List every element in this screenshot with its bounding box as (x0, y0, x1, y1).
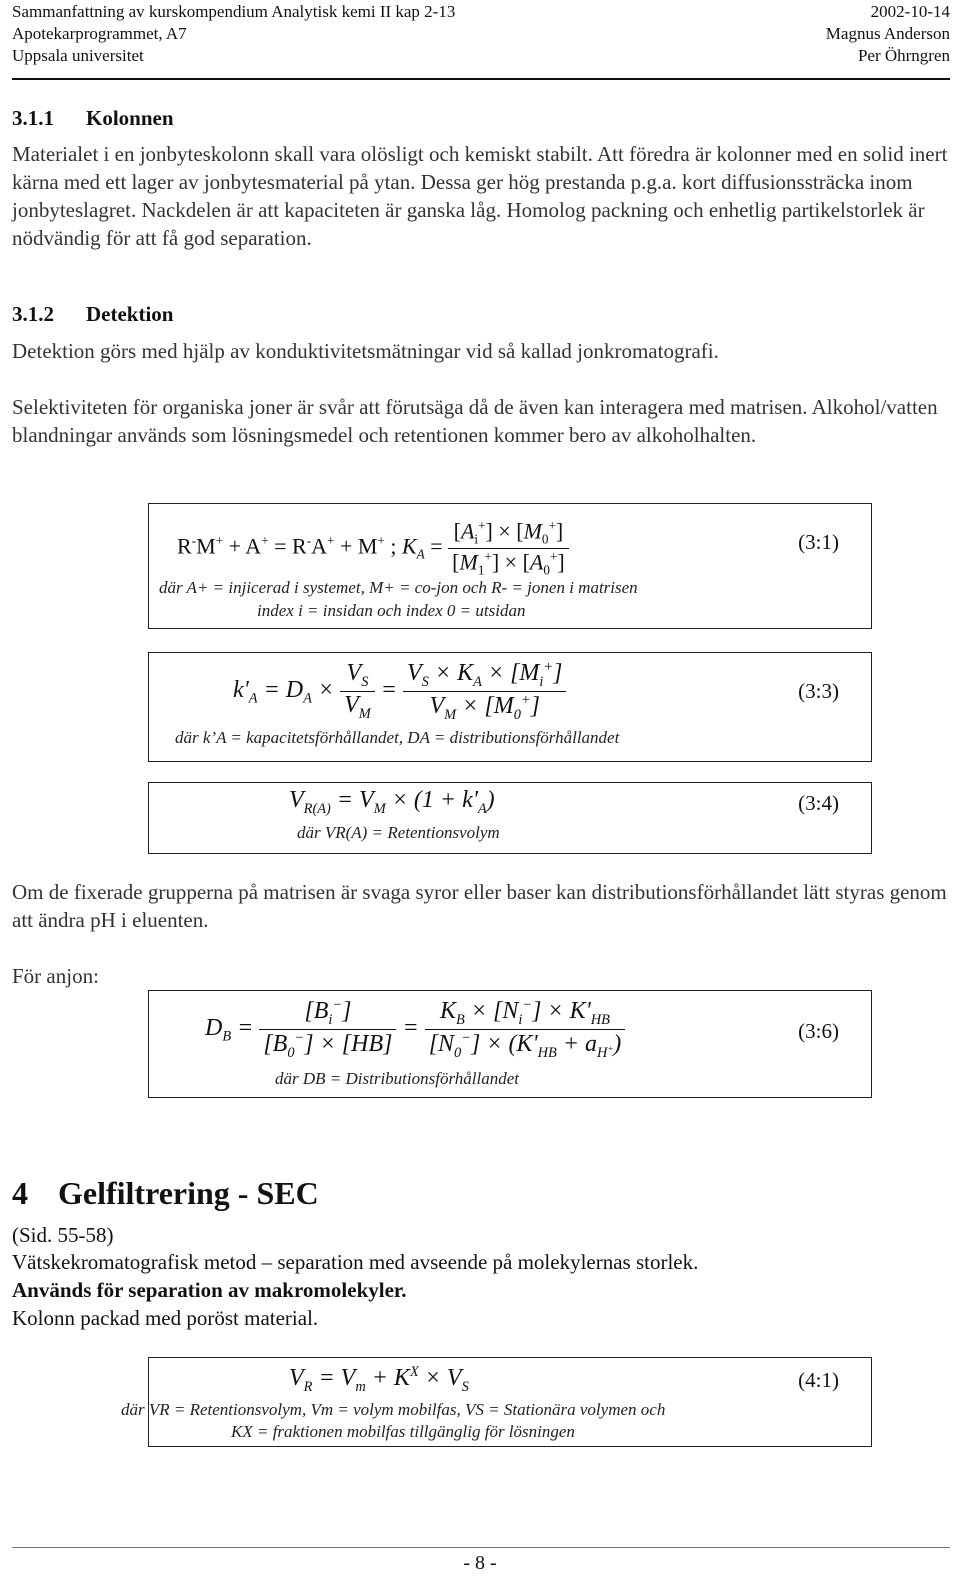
equation-box-36 (148, 990, 872, 1098)
equation-number-41: (4:1) (798, 1368, 839, 1392)
anion-label: För anjon: (12, 964, 99, 988)
footer-rule (12, 1547, 950, 1548)
equation-number-36: (3:6) (798, 1019, 839, 1043)
section-312-p1: Detektion görs med hjälp av konduktivitetsmätningar vid så kallad jonkromatografi. (12, 339, 719, 363)
equation-31-note-2: index i = insidan och index 0 = utsidan (257, 601, 526, 620)
section-heading-311: 3.1.1 Kolonnen (12, 106, 174, 130)
equation-31-note-1: där A+ = injicerad i systemet, M+ = co-jon och R- = jonen i matrisen (159, 578, 638, 597)
equation-number-31: (3:1) (798, 530, 839, 554)
section-heading-312: 3.1.2 Detektion (12, 302, 174, 326)
equation-31: R-M+ + A+ = R-A+ + M+ ; $K_A$ = $\frac{[A_i^+] \times [M_0^+]}{[M_1^+] \times [A_0^+]}$ (177, 518, 569, 578)
equation-box-31 (148, 503, 872, 629)
section-4-pages: (Sid. 55-58) (12, 1223, 114, 1247)
equation-number-33: (3:3) (798, 679, 839, 703)
header-rule (12, 78, 950, 80)
header-university: Uppsala universitet (12, 46, 144, 65)
section-312-p2: Selektiviteten för organiska joner är svår att förutsäga då de även kan interagera med matrisen. Alkohol/vatten blandningar används som lösningsmedel och retentionen kommer bero av alkoholhalten. (12, 395, 938, 447)
header-course: Sammanfattning av kurskompendium Analytisk kemi II kap 2-13 (12, 2, 456, 21)
equation-box-33 (148, 652, 872, 762)
section-4-line-3: Används för separation av makromolekyler. (12, 1278, 407, 1302)
equation-41-note-1: där VR = Retentionsvolym, Vm = volym mobilfas, VS = Stationära volymen och (121, 1400, 666, 1419)
equation-33-note: där k’A = kapacitetsförhållandet, DA = distributionsförhållandet (175, 728, 620, 747)
equation-41-note-2: KX = fraktionen mobilfas tillgänglig för lösningen (231, 1422, 575, 1441)
equation-36: $D_B$ = $\frac{[B_i^-]}{[B_0^-] \times [HB]}$ = $\frac{K_B \times [N_i^-] \times K'_{HB}}{[N_0^-] \times (K'_{HB} + a_{H^+})}$ (205, 997, 625, 1062)
header-program: Apotekarprogrammet, A7 (12, 24, 187, 43)
equation-box-34 (148, 782, 872, 854)
section-4-line-2: Vätskekromatografisk metod – separation med avseende på molekylernas storlek. (12, 1250, 699, 1274)
equation-34: $V_{R(A)} = V_M \times (1 + k'_A)$ (289, 787, 495, 817)
paragraph-fixed-groups: Om de fixerade grupperna på matrisen är svaga syror eller baser kan distributionsförhållandet lätt styras genom att ändra pH i eluenten. (12, 880, 947, 932)
page-number: - 8 - (463, 1552, 497, 1574)
section-4-line-4: Kolonn packad med poröst material. (12, 1306, 319, 1330)
section-311-text: Materialet i en jonbyteskolonn skall vara olösligt och kemiskt stabilt. Att föredra är kolonner med en solid inert kärna med ett lager av jonbytesmaterial på ytan. Dessa ger hög prestanda p.g.a. kort diffusionssträcka inom jonbyteslagret. Nackdelen är att kapaciteten är ganska låg. Homolog packning och enhetlig partikelstorlek är nödvändig för att få god separation. (12, 142, 948, 250)
equation-34-note: där VR(A) = Retentionsvolym (297, 823, 500, 842)
equation-number-34: (3:4) (798, 791, 839, 815)
equation-box-41 (121, 1357, 872, 1447)
equation-41: $V_R = V_m + K^X \times V_S$ (289, 1364, 469, 1395)
header-author-1: Magnus Anderson (825, 24, 950, 43)
header-author-2: Per Öhrngren (857, 46, 950, 65)
header-date: 2002-10-14 (870, 2, 950, 21)
chapter-heading-4: 4 Gelfiltrering - SEC (12, 1175, 319, 1211)
equation-36-note: där DB = Distributionsförhållandet (275, 1069, 519, 1088)
equation-33: $k'_A = D_A$ × $\frac{V_S}{V_M}$ = $\frac{V_S \times K_A \times [M_i^+]}{V_M \times [M_0^+]}$ (233, 659, 566, 724)
